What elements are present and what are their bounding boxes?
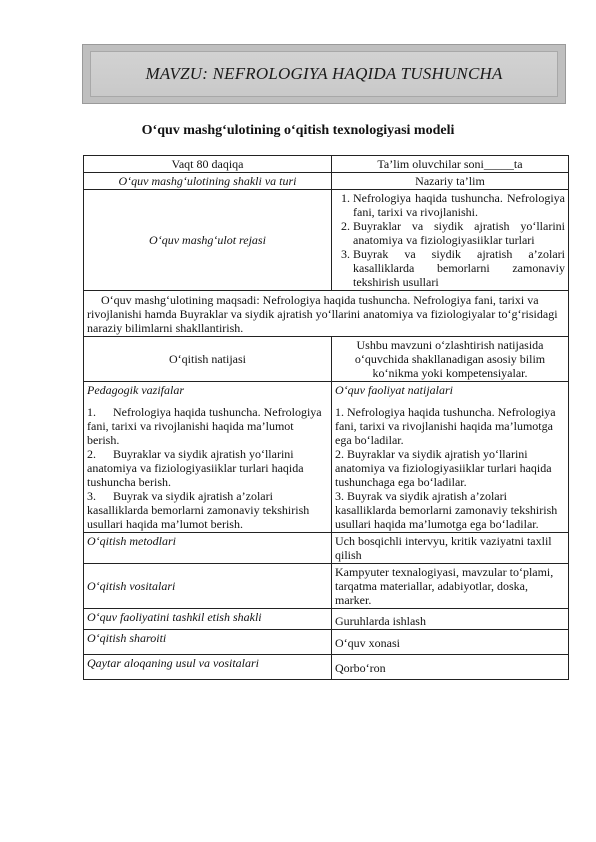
task-number: 3. xyxy=(87,489,96,503)
goal-text: O‘quv mashg‘ulotining maqsadi: Nefrologiya haqida tushuncha. Nefrologiya fani, tarixi va rivojlanishi hamda Buyraklar va siydik ajratish yo‘llarini anatomiya va fiziologiyalar to‘g‘risidagi naraziy bilimlarni shakllantirish. xyxy=(87,293,558,335)
topic-banner xyxy=(82,44,566,104)
table-row xyxy=(84,337,569,382)
table-row xyxy=(84,655,569,680)
table-row xyxy=(84,190,569,291)
plan-item: 2. Buyraklar va siydik ajratish yo‘llarini anatomiya va fiziologiyasiiklar turlari xyxy=(353,219,565,247)
feedback-value: Qorbo‘ron xyxy=(332,655,569,680)
table-row xyxy=(84,533,569,564)
conditions-value: O‘quv xonasi xyxy=(332,630,569,655)
goal-cell xyxy=(84,291,569,337)
table-row xyxy=(84,609,569,630)
task-number: 1. xyxy=(87,405,96,419)
pedagogical-task xyxy=(87,405,328,447)
methods-value: Uch bosqichli intervyu, kritik vaziyatni taxlil qilish xyxy=(332,533,569,564)
table-row xyxy=(84,630,569,655)
table-row xyxy=(84,564,569,609)
pedagogical-tasks-header: Pedagogik vazifalar xyxy=(87,383,184,397)
plan-item: 1. Nefrologiya haqida tushuncha. Nefrologiya fani, tarixi va rivojlanishi. xyxy=(353,191,565,219)
plan-label: O‘quv mashg‘ulot rejasi xyxy=(84,190,332,291)
activity-results-header: O‘quv faoliyat natijalari xyxy=(335,383,453,397)
table-row xyxy=(84,156,569,173)
task-text: Buyraklar va siydik ajratish yo‘llarini anatomiya va fiziologiyasiiklar turlari haqida tushuncha berish. xyxy=(87,447,304,489)
activity-results-cell xyxy=(332,382,569,533)
pedagogical-task xyxy=(87,489,328,531)
table-row xyxy=(84,382,569,533)
page-heading: O‘quv mashg‘ulotining o‘qitish texnologiyasi modeli xyxy=(141,123,455,138)
tools-value: Kampyuter texnalogiyasi, mavzular to‘plami, tarqatma materiallar, adabiyotlar, doska, marker. xyxy=(332,564,569,609)
organization-label: O‘quv faoliyatini tashkil etish shakli xyxy=(84,609,332,630)
form-label: O‘quv mashg‘ulotining shakli va turi xyxy=(84,173,332,190)
table-row xyxy=(84,173,569,190)
pedagogical-task xyxy=(87,447,328,489)
lesson-model-table xyxy=(83,155,569,680)
feedback-label: Qaytar aloqaning usul va vositalari xyxy=(84,655,332,680)
plan-item: 3. Buyrak va siydik ajratish a’zolari kasalliklarda bemorlarni zamonaviy tekshirish usullari xyxy=(353,247,565,289)
plan-list xyxy=(335,191,565,289)
tools-label: O‘qitish vositalari xyxy=(84,564,332,609)
task-text: Nefrologiya haqida tushuncha. Nefrologiya fani, tarixi va rivojlanishi haqida ma’lumot berish. xyxy=(87,405,322,447)
task-number: 2. xyxy=(87,447,96,461)
methods-label: O‘qitish metodlari xyxy=(84,533,332,564)
activity-result: 2. Buyraklar va siydik ajratish yo‘llarini anatomiya va fiziologiyasiiklar turlari haqida tushunchaga ega bo‘ladilar. xyxy=(335,447,552,489)
results-value: Ushbu mavzuni o‘zlashtirish natijasida o‘quvchida shakllanadigan asosiy bilim ko‘nikma yoki kompetensiyalar. xyxy=(332,337,569,382)
conditions-label: O‘qitish sharoiti xyxy=(84,630,332,655)
students-cell: Ta’lim oluvchilar soni_____ta xyxy=(332,156,569,173)
topic-title: MAVZU: NEFROLOGIYA HAQIDA TUSHUNCHA xyxy=(90,51,558,97)
time-cell: Vaqt 80 daqiqa xyxy=(84,156,332,173)
pedagogical-tasks-cell xyxy=(84,382,332,533)
plan-list-cell xyxy=(332,190,569,291)
organization-value: Guruhlarda ishlash xyxy=(332,609,569,630)
activity-result: 1. Nefrologiya haqida tushuncha. Nefrologiya fani, tarixi va rivojlanishi haqida ma’lumotga ega bo‘ladilar. xyxy=(335,405,556,447)
form-value: Nazariy ta’lim xyxy=(332,173,569,190)
results-label: O‘qitish natijasi xyxy=(84,337,332,382)
task-text: Buyrak va siydik ajratish a’zolari kasalliklarda bemorlarni zamonaviy tekshirish usullari haqida ma’lumot berish. xyxy=(87,489,310,531)
activity-result: 3. Buyrak va siydik ajratish a’zolari kasalliklarda bemorlarni zamonaviy tekshirish usullari haqida ma’lumotga ega bo‘ladilar. xyxy=(335,489,558,531)
table-row xyxy=(84,291,569,337)
